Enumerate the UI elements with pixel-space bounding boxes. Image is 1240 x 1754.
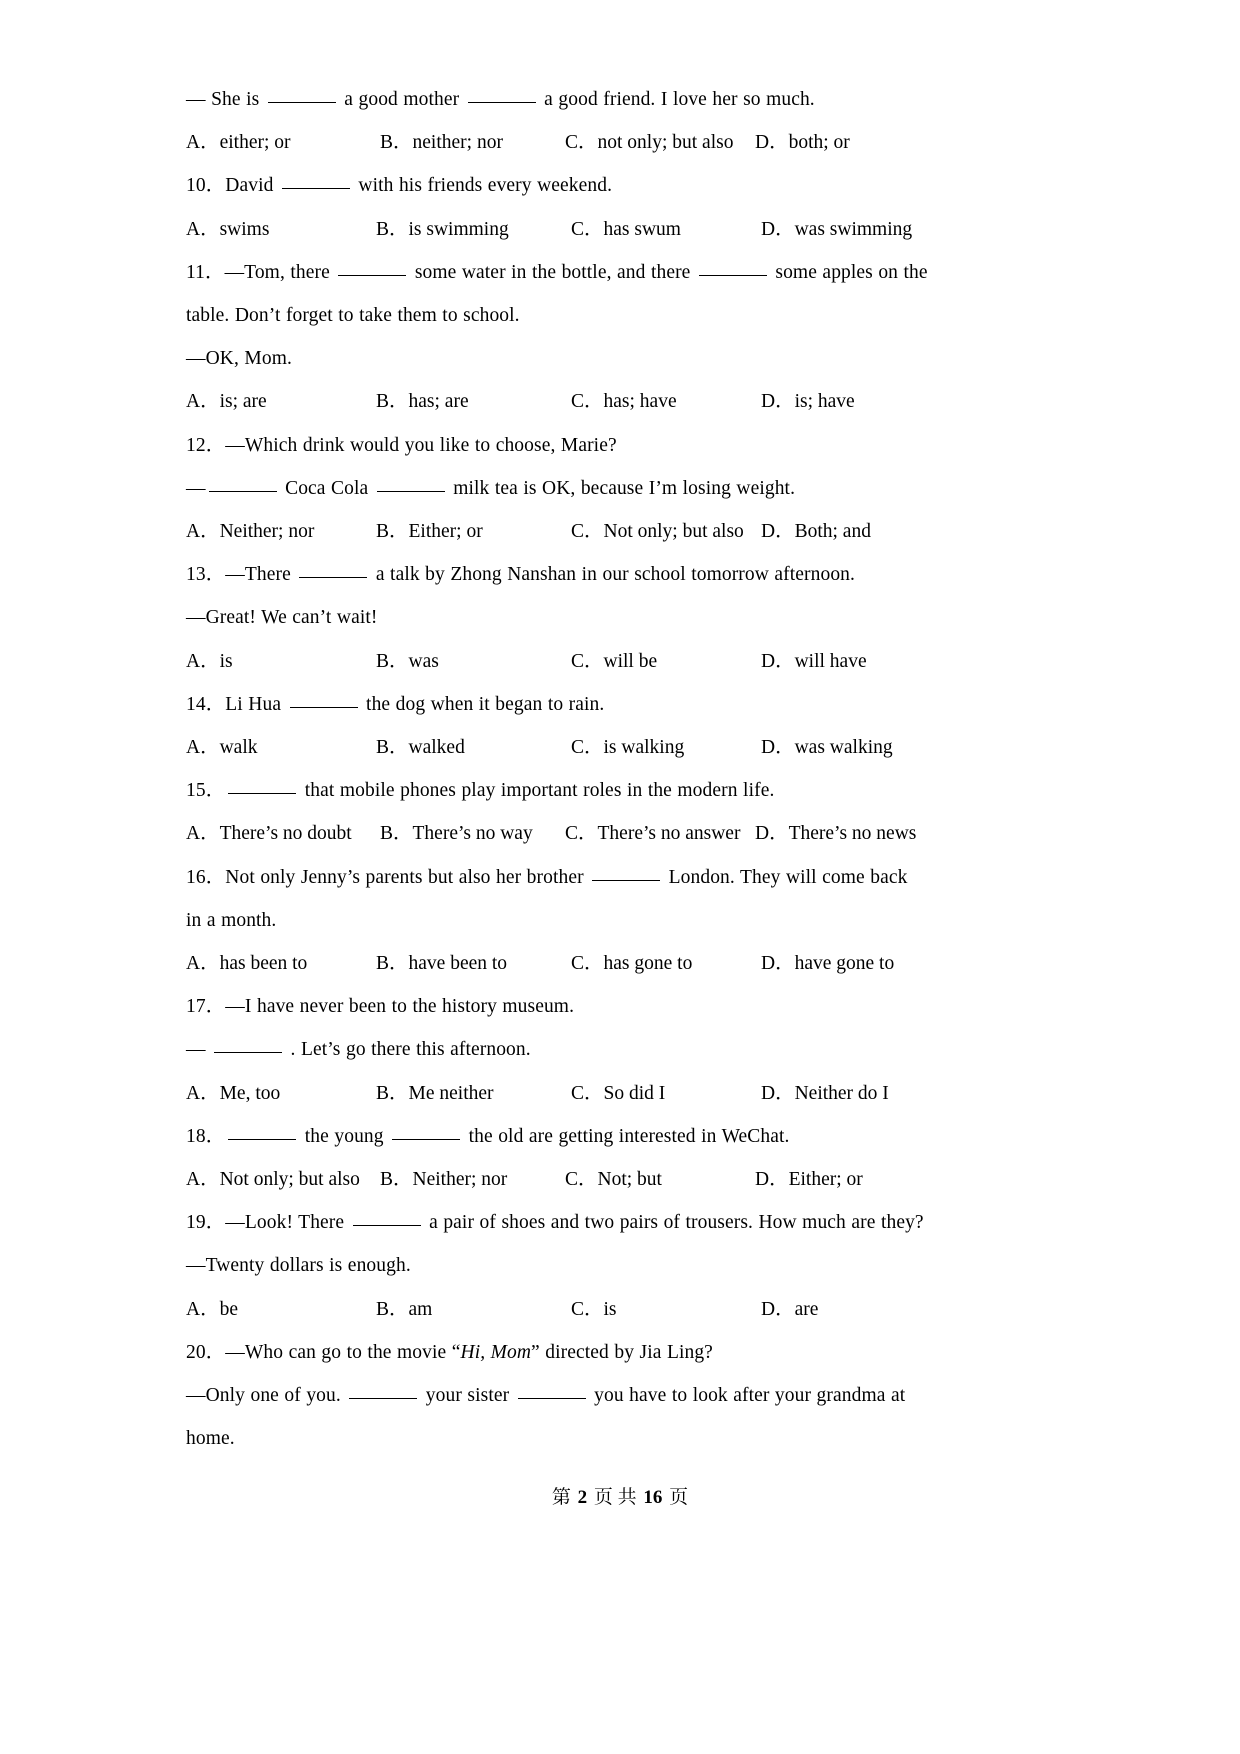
answer-blank[interactable] — [518, 1380, 586, 1399]
stem-text: — — [186, 477, 206, 499]
option-choice-b[interactable]: B．has; are — [376, 391, 469, 413]
option-choice-a[interactable]: A．either; or — [186, 132, 291, 154]
option-choice-d[interactable]: D．is; have — [761, 391, 855, 413]
question-stem — [186, 424, 928, 467]
stem-text: —OK, Mom. — [186, 348, 292, 370]
stem-text: a pair of shoes and two pairs of trousers. How much are they? — [423, 1212, 924, 1234]
option-choice-b[interactable]: B．is swimming — [376, 218, 509, 240]
stem-text: a good mother — [338, 89, 465, 110]
option-choice-c[interactable]: C．is walking — [571, 737, 685, 759]
option-choice-d[interactable]: D．will have — [761, 650, 867, 672]
option-row — [186, 1158, 928, 1201]
stem-text: some water in the bottle, and there — [409, 261, 696, 283]
answer-blank[interactable] — [338, 257, 406, 276]
footer-page-number: 2 — [577, 1487, 588, 1508]
option-choice-c[interactable]: C．So did I — [571, 1082, 666, 1104]
question-stem — [186, 1244, 928, 1287]
stem-text: 15． — [186, 780, 226, 802]
answer-blank[interactable] — [353, 1207, 421, 1226]
option-choice-c[interactable]: C．not only; but also — [565, 132, 734, 154]
option-choice-c[interactable]: C．Not only; but also — [571, 521, 744, 543]
option-choice-c[interactable]: C．has swum — [571, 218, 681, 240]
stem-text: 11．—Tom, there — [186, 261, 336, 283]
option-choice-c[interactable]: C．has; have — [571, 391, 677, 413]
stem-text: 10．David — [186, 175, 279, 197]
stem-text: —Only one of you. — [186, 1385, 347, 1407]
question-stem — [186, 467, 928, 510]
stem-text: your sister — [420, 1385, 515, 1407]
option-row — [186, 726, 928, 769]
option-choice-d[interactable]: D．was swimming — [761, 218, 913, 240]
answer-blank[interactable] — [268, 84, 336, 103]
option-choice-c[interactable]: C．will be — [571, 650, 658, 672]
question-stem — [186, 553, 928, 596]
option-choice-c[interactable]: C．is — [571, 1298, 617, 1320]
option-choice-b[interactable]: B．walked — [376, 737, 465, 759]
stem-text: that mobile phones play important roles in the modern life. — [299, 780, 775, 802]
option-choice-b[interactable]: B．Me neither — [376, 1082, 494, 1104]
option-choice-b[interactable]: B．Neither; nor — [380, 1169, 508, 1191]
option-choice-a[interactable]: A．swims — [186, 218, 270, 240]
option-choice-a[interactable]: A．There’s no doubt — [186, 823, 352, 845]
footer-suffix: 页 — [669, 1487, 689, 1508]
option-choice-a[interactable]: A．has been to — [186, 953, 308, 975]
answer-blank[interactable] — [228, 1121, 296, 1140]
stem-text: — — [186, 1039, 212, 1061]
stem-text: the young — [299, 1125, 390, 1147]
answer-blank[interactable] — [349, 1380, 417, 1399]
option-row — [186, 208, 928, 251]
question-stem — [186, 1374, 928, 1460]
question-stem — [186, 1201, 928, 1244]
option-row — [186, 812, 928, 855]
option-choice-b[interactable]: B．am — [376, 1298, 433, 1320]
answer-blank[interactable] — [699, 257, 767, 276]
stem-text: —Twenty dollars is enough. — [186, 1255, 411, 1277]
stem-text: some apples on the table. Don’t forget to take them to school. — [186, 261, 928, 327]
stem-text: with his friends every weekend. — [352, 175, 613, 197]
option-choice-c[interactable]: C．Not; but — [565, 1169, 662, 1191]
answer-blank[interactable] — [377, 473, 445, 492]
option-choice-a[interactable]: A．is — [186, 650, 233, 672]
option-choice-d[interactable]: D．Neither do I — [761, 1082, 889, 1104]
stem-text: milk tea is OK, because I’m losing weight. — [447, 477, 796, 499]
option-row — [186, 1288, 928, 1331]
stem-text: you have to look after your grandma at home. — [186, 1385, 906, 1450]
option-choice-d[interactable]: D．was walking — [761, 737, 893, 759]
page-footer — [0, 1482, 1240, 1509]
stem-text: the dog when it began to rain. — [360, 693, 605, 715]
option-choice-b[interactable]: B．have been to — [376, 953, 508, 975]
movie-title: Hi, Mom — [460, 1341, 532, 1363]
option-choice-b[interactable]: B．There’s no way — [380, 823, 533, 845]
option-row — [186, 1072, 928, 1115]
question-stem — [186, 856, 928, 942]
option-row — [186, 121, 928, 164]
option-choice-c[interactable]: C．There’s no answer — [565, 823, 741, 845]
stem-text: 20．—Who can go to the movie “ — [186, 1341, 461, 1363]
stem-text: 14．Li Hua — [186, 693, 287, 715]
option-choice-a[interactable]: A．is; are — [186, 391, 267, 413]
option-choice-d[interactable]: D．Both; and — [761, 521, 871, 543]
option-choice-d[interactable]: D．Either; or — [755, 1169, 863, 1191]
answer-blank[interactable] — [290, 689, 358, 708]
stem-text: 18． — [186, 1125, 226, 1147]
answer-blank[interactable] — [228, 775, 296, 794]
option-choice-b[interactable]: B．Either; or — [376, 521, 483, 543]
stem-text: ” directed by Jia Ling? — [531, 1341, 713, 1363]
footer-prefix: 第 — [551, 1487, 571, 1508]
answer-blank[interactable] — [468, 84, 536, 103]
footer-total-pages: 16 — [643, 1487, 663, 1508]
answer-blank[interactable] — [392, 1121, 460, 1140]
option-choice-a[interactable]: A．be — [186, 1298, 238, 1320]
stem-text: a talk by Zhong Nanshan in our school tomorrow afternoon. — [370, 564, 855, 586]
option-row — [186, 380, 928, 423]
question-stem — [186, 164, 928, 207]
answer-blank[interactable] — [209, 473, 277, 492]
option-choice-d[interactable]: D．are — [761, 1298, 819, 1320]
question-stem — [186, 337, 928, 380]
option-row — [186, 640, 928, 683]
stem-text: Coca Cola — [279, 477, 374, 499]
option-choice-d[interactable]: D．There’s no news — [755, 823, 917, 845]
option-row — [186, 942, 928, 985]
option-choice-a[interactable]: A．Me, too — [186, 1082, 281, 1104]
stem-text: 13．—There — [186, 564, 297, 586]
stem-text: . Let’s go there this afternoon. — [285, 1039, 531, 1061]
stem-text: the old are getting interested in WeChat. — [463, 1125, 790, 1147]
answer-blank[interactable] — [214, 1035, 282, 1054]
option-choice-d[interactable]: D．have gone to — [761, 953, 895, 975]
answer-blank[interactable] — [592, 862, 660, 881]
question-stem — [186, 78, 928, 121]
question-stem — [186, 251, 928, 337]
stem-text: — She is — [186, 89, 265, 110]
answer-blank[interactable] — [282, 170, 350, 189]
stem-text: 16．Not only Jenny’s parents but also her brother — [186, 866, 590, 888]
option-choice-b[interactable]: B．neither; nor — [380, 132, 503, 154]
stem-text: London. They will come back in a month. — [186, 866, 908, 931]
stem-text: —Great! We can’t wait! — [186, 607, 378, 629]
question-stem — [186, 985, 928, 1028]
question-list — [186, 78, 928, 1461]
footer-middle: 页 共 — [593, 1487, 637, 1508]
stem-text: 12．—Which drink would you like to choose, Marie? — [186, 434, 617, 456]
option-choice-c[interactable]: C．has gone to — [571, 953, 693, 975]
answer-blank[interactable] — [299, 559, 367, 578]
option-choice-b[interactable]: B．was — [376, 650, 439, 672]
question-stem — [186, 1331, 928, 1374]
question-stem — [186, 683, 928, 726]
question-stem — [186, 769, 928, 812]
option-choice-d[interactable]: D．both; or — [755, 132, 850, 154]
stem-text: 17．—I have never been to the history museum. — [186, 996, 575, 1018]
option-choice-a[interactable]: A．Neither; nor — [186, 521, 315, 543]
option-choice-a[interactable]: A．Not only; but also — [186, 1169, 360, 1191]
question-stem — [186, 1115, 928, 1158]
stem-text: a good friend. I love her so much. — [538, 89, 815, 110]
stem-text: 19．—Look! There — [186, 1212, 350, 1234]
question-stem — [186, 1028, 928, 1071]
option-row — [186, 510, 928, 553]
option-choice-a[interactable]: A．walk — [186, 737, 258, 759]
question-stem — [186, 596, 928, 639]
